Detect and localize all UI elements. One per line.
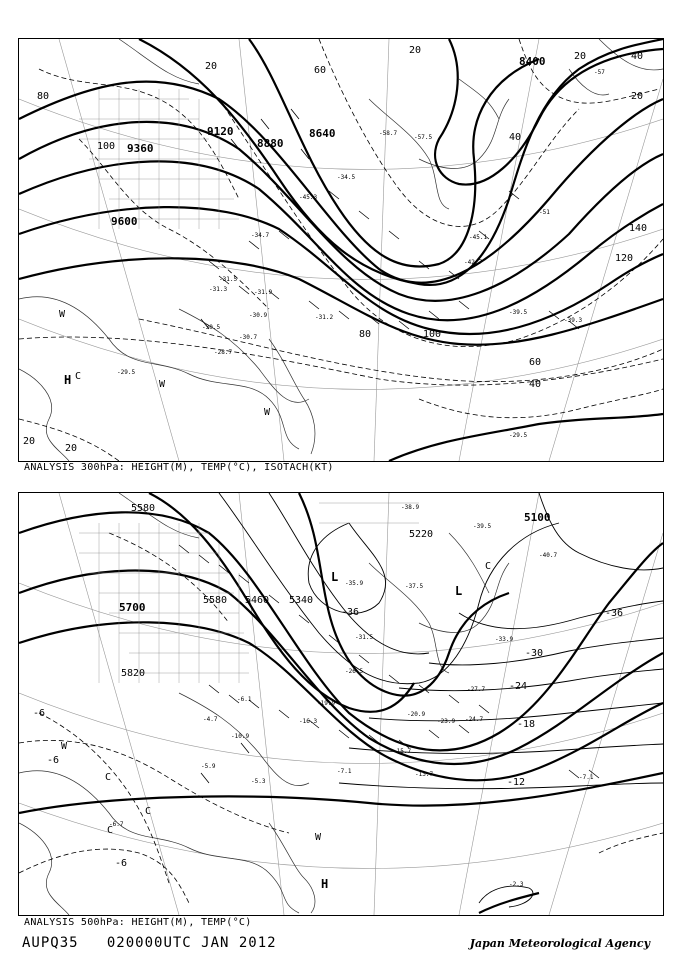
warm-marker: W xyxy=(61,741,68,752)
temp-obs: -29.5 xyxy=(509,432,528,439)
moist-hatch xyxy=(79,503,419,683)
chart-500hpa-canvas xyxy=(19,493,663,915)
isotach-label: 20 xyxy=(631,91,644,102)
isotach-label: 60 xyxy=(314,65,327,76)
warm-marker: W xyxy=(59,309,66,320)
cold-marker: C xyxy=(145,806,152,817)
height-label-8400: 8400 xyxy=(519,55,546,68)
isotach-label: 100 xyxy=(97,141,116,152)
temp-obs: -31.2 xyxy=(315,314,334,321)
temp-obs: -4.7 xyxy=(203,716,218,723)
isotach-label: 20 xyxy=(409,45,422,56)
temp-obs: -30.7 xyxy=(239,334,258,341)
temp-label: -36 xyxy=(341,607,360,618)
isotach-label: 20 xyxy=(574,51,587,62)
temp-obs: -7.1 xyxy=(579,774,594,781)
height-contours xyxy=(19,39,663,461)
height-label-9600: 9600 xyxy=(111,215,138,228)
isotach-label: 40 xyxy=(509,132,522,143)
temp-label: -6 xyxy=(115,858,128,869)
chart-300hpa-canvas xyxy=(19,39,663,461)
warm-marker: W xyxy=(159,379,166,390)
isotach-label: 20 xyxy=(205,61,218,72)
temp-label: -12 xyxy=(507,777,526,788)
temp-label: -30 xyxy=(525,648,544,659)
agency-name: Japan Meteorological Agency xyxy=(469,937,650,950)
height-label-9120: 9120 xyxy=(207,125,234,138)
temp-obs: -24.7 xyxy=(465,716,484,723)
temp-obs: -6.7 xyxy=(109,821,124,828)
cold-marker: C xyxy=(107,825,114,836)
isotach-label: 80 xyxy=(359,329,372,340)
footer-id-line xyxy=(22,935,277,951)
height-label-9360: 9360 xyxy=(127,142,154,155)
temp-label: -18 xyxy=(517,719,536,730)
temp-obs: -37.5 xyxy=(405,583,424,590)
temp-obs: -33.9 xyxy=(495,636,514,643)
temp-obs: -20.9 xyxy=(407,711,426,718)
isotach-label: 60 xyxy=(529,357,542,368)
height-label: 5580 xyxy=(203,595,228,606)
temp-obs: -38.9 xyxy=(401,504,420,511)
temp-obs: -27.7 xyxy=(467,686,486,693)
temp-obs: -40.7 xyxy=(539,552,558,559)
temp-obs: -30.5 xyxy=(202,324,221,331)
temp-label: -36 xyxy=(605,608,624,619)
temp-obs: -13.7 xyxy=(415,771,434,778)
temp-obs: -57 xyxy=(594,69,605,76)
isotach-label: 20 xyxy=(65,443,78,454)
isotach-label: 40 xyxy=(631,51,644,62)
isotach-label: 120 xyxy=(615,253,634,264)
temp-obs: -30.9 xyxy=(249,312,268,319)
temp-obs: -45.3 xyxy=(299,194,318,201)
low-pressure-marker: L xyxy=(455,584,463,598)
high-pressure-marker: H xyxy=(321,877,329,891)
isotach-label: 80 xyxy=(37,91,50,102)
caption-300hpa: ANALYSIS 300hPa: HEIGHT(M), TEMP(°C), ISOTACH(KT) xyxy=(24,462,334,473)
warm-marker: W xyxy=(264,407,271,418)
temp-obs: -15.7 xyxy=(393,748,412,755)
temp-obs: -31.3 xyxy=(209,286,228,293)
temp-obs: -45.1 xyxy=(469,234,488,241)
height-label: 5700 xyxy=(119,601,146,614)
temp-obs: -34.5 xyxy=(337,174,356,181)
bulletin-code: AUPQ35 xyxy=(22,935,79,951)
temp-obs: -31.9 xyxy=(254,289,273,296)
temp-label: -6 xyxy=(33,708,46,719)
coastlines xyxy=(19,493,509,915)
temp-obs: -28.7 xyxy=(214,349,233,356)
temp-obs: -2.3 xyxy=(509,881,524,888)
height-label-8880: 8880 xyxy=(257,137,284,150)
height-label: 5460 xyxy=(245,595,270,606)
isotach-label: 100 xyxy=(423,329,442,340)
temp-obs: -39.3 xyxy=(564,317,583,324)
chart-500hpa xyxy=(18,492,664,916)
chart-300hpa xyxy=(18,38,664,462)
temp-obs: -34.7 xyxy=(251,232,270,239)
temp-obs: -26.5 xyxy=(345,668,364,675)
temp-obs: -10.9 xyxy=(231,733,250,740)
caption-500hpa: ANALYSIS 500hPa: HEIGHT(M), TEMP(°C) xyxy=(24,917,252,928)
height-label: 5580 xyxy=(131,503,156,514)
temp-label: -6 xyxy=(47,755,60,766)
temp-obs: -5.3 xyxy=(251,778,266,785)
valid-datetime: 020000UTC JAN 2012 xyxy=(106,935,277,951)
temp-obs: -6.1 xyxy=(237,696,252,703)
temp-obs: -39.5 xyxy=(509,309,528,316)
temp-obs: -7.1 xyxy=(337,768,352,775)
temp-obs: -35.9 xyxy=(345,580,364,587)
temp-obs: -51 xyxy=(539,209,550,216)
temp-label: -24 xyxy=(509,681,528,692)
height-contours xyxy=(19,493,663,913)
warm-marker: W xyxy=(315,832,322,843)
temp-obs: -5.9 xyxy=(201,763,216,770)
height-label: 5100 xyxy=(524,511,551,524)
temp-obs: -39.5 xyxy=(473,523,492,530)
cold-marker: C xyxy=(75,371,82,382)
temp-obs: -58.7 xyxy=(379,130,398,137)
isotach-label: 20 xyxy=(23,436,36,447)
temp-obs: -31.5 xyxy=(355,634,374,641)
height-label-8640: 8640 xyxy=(309,127,336,140)
temp-obs: -23.9 xyxy=(437,718,456,725)
temp-obs: -16.3 xyxy=(299,718,318,725)
cold-marker: C xyxy=(485,561,492,572)
temp-obs: -19.9 xyxy=(317,700,336,707)
temp-obs: -57.5 xyxy=(414,134,433,141)
isotach-label: 140 xyxy=(629,223,648,234)
height-label: 5820 xyxy=(121,668,146,679)
temp-obs: -31.5 xyxy=(219,276,238,283)
low-pressure-marker: L xyxy=(331,570,339,584)
height-label: 5220 xyxy=(409,529,434,540)
isotach-label: 40 xyxy=(529,379,542,390)
jet-hatch xyxy=(79,89,239,229)
temp-contours xyxy=(219,493,663,907)
height-label: 5340 xyxy=(289,595,314,606)
high-pressure-marker: H xyxy=(64,373,72,387)
temp-obs: -42.7 xyxy=(464,259,483,266)
cold-marker: C xyxy=(105,772,112,783)
temp-obs: -29.5 xyxy=(117,369,136,376)
